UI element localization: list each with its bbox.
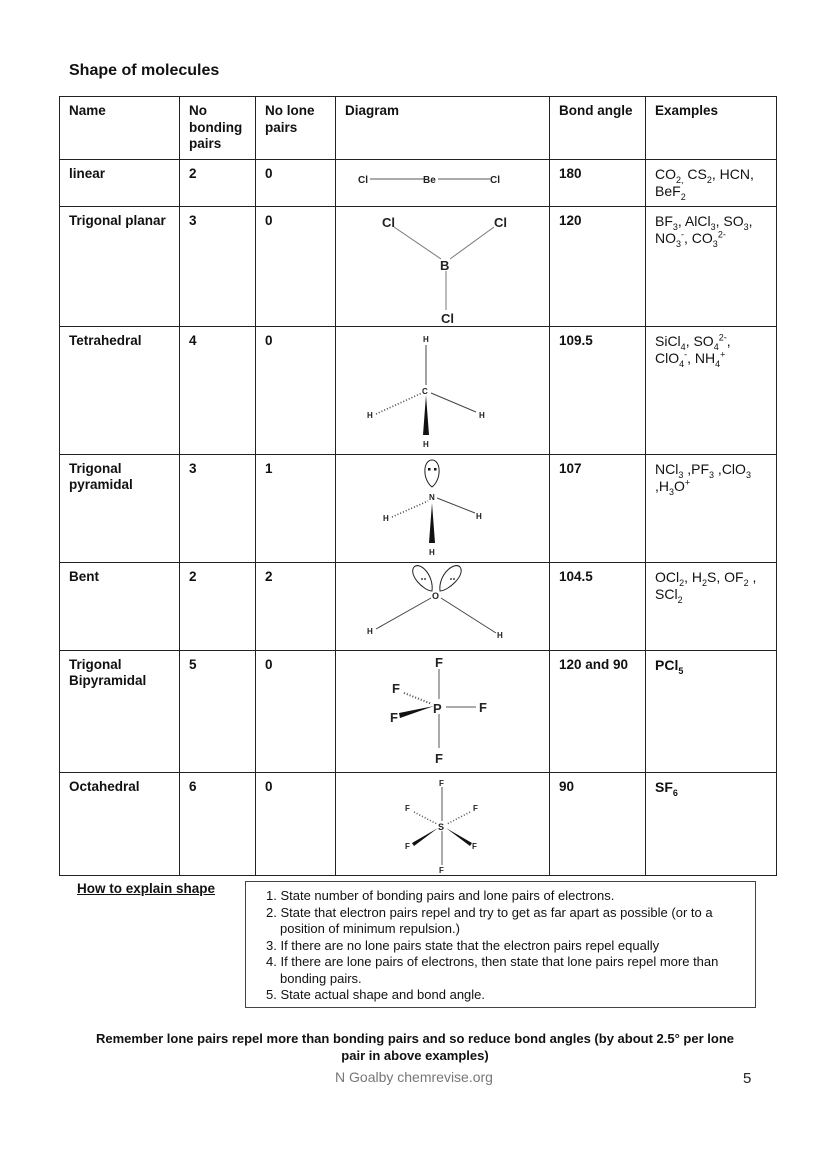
lone-pairs: 0 <box>256 206 336 326</box>
shape-name: linear <box>60 159 180 206</box>
svg-text:F: F <box>479 699 487 715</box>
svg-text:F: F <box>405 841 410 851</box>
shape-name: Trigonal pyramidal <box>60 454 180 562</box>
svg-text:F: F <box>439 778 444 788</box>
svg-text:F: F <box>390 709 398 725</box>
diagram-cell <box>336 562 550 650</box>
svg-text:H: H <box>423 334 429 344</box>
svg-text:Cl: Cl <box>490 174 500 186</box>
how-to-explain-heading: How to explain shape <box>77 881 216 896</box>
svg-text:F: F <box>473 803 478 813</box>
svg-text:O: O <box>432 590 440 601</box>
table-row <box>60 454 777 562</box>
table-row <box>60 562 777 650</box>
svg-text:H: H <box>383 513 389 523</box>
shape-name: Octahedral <box>60 772 180 875</box>
lone-pairs: 0 <box>256 326 336 454</box>
svg-text:F: F <box>392 680 400 696</box>
diagram-cell <box>336 650 550 772</box>
svg-text:Cl: Cl <box>494 214 507 230</box>
steps-list <box>256 888 747 1004</box>
table-row <box>60 650 777 772</box>
lone-pairs: 2 <box>256 562 336 650</box>
diagram-cell <box>336 159 550 206</box>
examples: PCl$_5$ <box>646 650 777 772</box>
svg-text:F: F <box>439 865 444 875</box>
linear-molecule-icon <box>336 160 550 204</box>
svg-text:F: F <box>435 750 443 766</box>
table-header-row <box>60 97 777 160</box>
svg-text:Cl: Cl <box>358 174 368 186</box>
shape-name: Tetrahedral <box>60 326 180 454</box>
examples: SiCl$_4$, $SO_4^{2-}$, ClO$_4$-, $NH_4^+$ <box>646 326 777 454</box>
shape-name: Trigonal Bipyramidal <box>60 650 180 772</box>
svg-text:H: H <box>476 511 482 521</box>
shape-name: Bent <box>60 562 180 650</box>
remember-note: Remember lone pairs repel more than bonding pairs and so reduce bond angles (by about 2.5° per lone pair in above examples) <box>96 1031 734 1063</box>
svg-text:P: P <box>433 700 442 716</box>
lone-pairs: 0 <box>256 650 336 772</box>
diagram-cell <box>336 326 550 454</box>
footer-credit: N Goalby chemrevise.org <box>335 1069 493 1085</box>
svg-text:Cl: Cl <box>382 214 395 230</box>
svg-text:F: F <box>472 841 477 851</box>
bonding-pairs: 3 <box>180 206 256 326</box>
header-examples: Examples <box>646 97 777 160</box>
lone-pairs: 1 <box>256 454 336 562</box>
bond-angle: 180 <box>550 159 646 206</box>
header-bonding-pairs: No bonding pairs <box>180 97 256 160</box>
table-row <box>60 159 777 206</box>
octahedral-molecule-icon <box>336 773 550 875</box>
step-item: 5. State actual shape and bond angle. <box>266 987 486 1002</box>
molecule-shapes-table <box>59 96 777 876</box>
table-row <box>60 206 777 326</box>
svg-text:H: H <box>429 547 435 557</box>
examples: NCl$_3$ $,PF_3$ ,ClO$_3$ $,H_3O^+$ <box>646 454 777 562</box>
svg-text:H: H <box>367 626 373 636</box>
bonding-pairs: 4 <box>180 326 256 454</box>
bond-angle: 120 <box>550 206 646 326</box>
lone-pairs: 0 <box>256 159 336 206</box>
lone-pairs: 0 <box>256 772 336 875</box>
step-item: 3. If there are no lone pairs state that the electron pairs repel equally <box>266 937 660 953</box>
step-item: 4. If there are lone pairs of electrons, then state that lone pairs repel more than bonding pairs. <box>266 954 719 986</box>
bonding-pairs: 2 <box>180 562 256 650</box>
step-item: 1. State number of bonding pairs and lone pairs of electrons. <box>266 888 615 903</box>
bond-angle: 120 and 90 <box>550 650 646 772</box>
table-row <box>60 326 777 454</box>
bonding-pairs: 2 <box>180 159 256 206</box>
bond-angle: 109.5 <box>550 326 646 454</box>
header-name: Name <box>60 97 180 160</box>
svg-text:S: S <box>438 821 445 832</box>
bond-angle: 104.5 <box>550 562 646 650</box>
svg-text:H: H <box>423 439 429 449</box>
diagram-cell <box>336 772 550 875</box>
svg-text:F: F <box>435 654 443 670</box>
svg-text:H: H <box>367 410 373 420</box>
trigonal-planar-molecule-icon <box>336 207 550 326</box>
header-lone-pairs: No lone pairs <box>256 97 336 160</box>
bond-angle: 90 <box>550 772 646 875</box>
bonding-pairs: 5 <box>180 650 256 772</box>
svg-text:B: B <box>440 257 450 273</box>
svg-text:C: C <box>422 386 428 396</box>
header-bond-angle: Bond angle <box>550 97 646 160</box>
shape-name: Trigonal planar <box>60 206 180 326</box>
page-title: Shape of molecules <box>69 62 220 79</box>
examples: $CO_{2,}$ $CS_2$, HCN, BeF$_2$ <box>646 159 777 206</box>
examples: OCl$_2$, $H_2S$, $OF_2$ , SCl$_2$ <box>646 562 777 650</box>
bond-angle: 107 <box>550 454 646 562</box>
table-row <box>60 772 777 875</box>
svg-text:N: N <box>429 492 435 502</box>
svg-text:H: H <box>497 630 503 640</box>
page-number: 5 <box>743 1070 752 1087</box>
header-diagram: Diagram <box>336 97 550 160</box>
diagram-cell <box>336 454 550 562</box>
bent-molecule-icon <box>336 563 550 650</box>
examples: $SF_6$ <box>646 772 777 875</box>
step-item: 2. State that electron pairs repel and try to get as far apart as possible (or to a position of minimum repulsion.) <box>266 904 713 936</box>
bonding-pairs: 3 <box>180 454 256 562</box>
trigonal-pyramidal-molecule-icon <box>336 455 550 562</box>
diagram-cell <box>336 206 550 326</box>
svg-text:H: H <box>479 410 485 420</box>
svg-text:F: F <box>405 803 410 813</box>
examples: $BF_3$, AlCl$_3$, $SO_3$, $NO_3^-$, $CO_3^{2-}$ <box>646 206 777 326</box>
bonding-pairs: 6 <box>180 772 256 875</box>
how-to-explain-box <box>245 881 756 1008</box>
trigonal-bipyramidal-molecule-icon <box>336 651 550 772</box>
tetrahedral-molecule-icon <box>336 327 550 454</box>
svg-text:Cl: Cl <box>441 310 454 326</box>
svg-text:Be: Be <box>423 174 436 186</box>
